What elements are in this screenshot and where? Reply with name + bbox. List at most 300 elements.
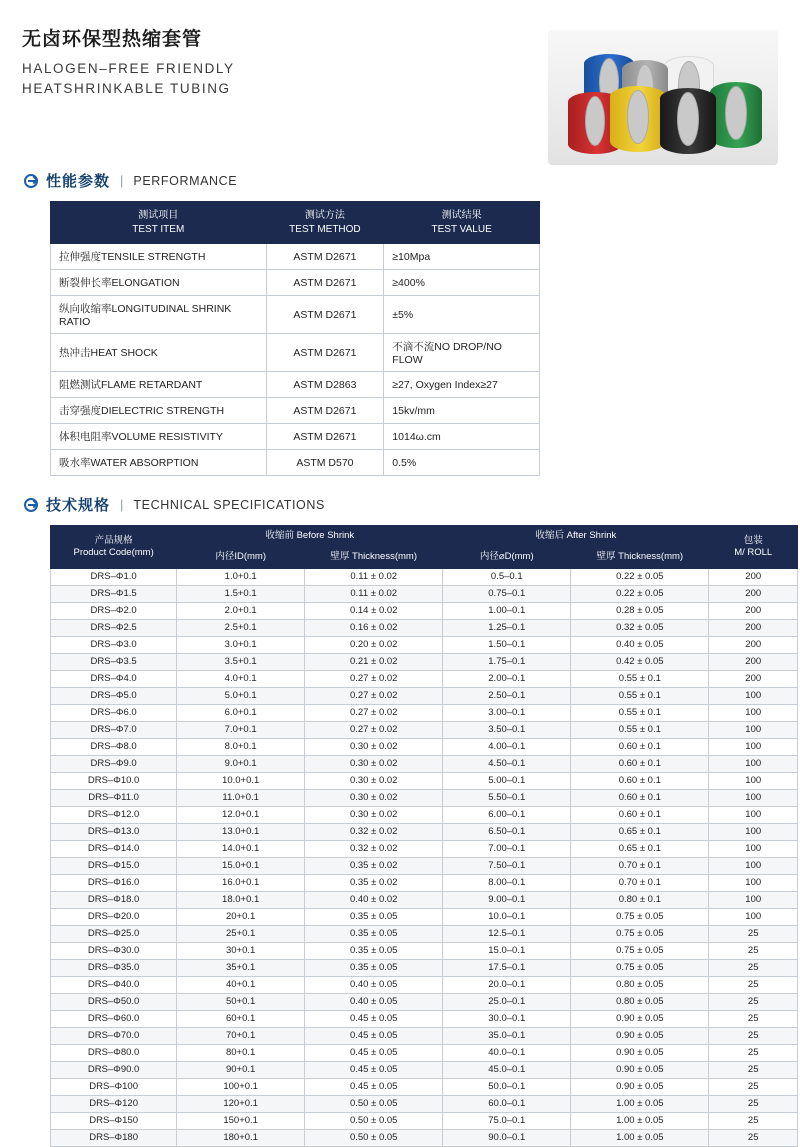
spec-after-id: 1.25–0.1 (443, 619, 571, 636)
spec-code: DRS–Φ6.0 (51, 704, 177, 721)
spec-before-thickness: 0.32 ± 0.02 (305, 840, 443, 857)
spec-before-id: 50+0.1 (177, 993, 305, 1010)
spec-before-id: 3.0+0.1 (177, 636, 305, 653)
spec-before-thickness: 0.11 ± 0.02 (305, 585, 443, 602)
spec-before-thickness: 0.35 ± 0.02 (305, 874, 443, 891)
spec-packing: 100 (709, 857, 798, 874)
performance-table-body (51, 244, 540, 476)
spec-before-thickness: 0.27 ± 0.02 (305, 721, 443, 738)
spec-before-id: 2.0+0.1 (177, 602, 305, 619)
table-row (51, 244, 540, 270)
spec-packing: 25 (709, 1078, 798, 1095)
spec-after-thickness: 0.60 ± 0.1 (571, 772, 709, 789)
spec-packing: 100 (709, 704, 798, 721)
spec-before-thickness: 0.50 ± 0.05 (305, 1129, 443, 1146)
spec-after-id: 1.75–0.1 (443, 653, 571, 670)
performance-table (50, 201, 540, 476)
section-header-specifications (24, 494, 778, 515)
perf-item: 断裂伸长率ELONGATION (51, 270, 267, 296)
perf-method: ASTM D2671 (266, 334, 384, 372)
spec-after-thickness: 0.75 ± 0.05 (571, 925, 709, 942)
arrow-circle-icon (24, 498, 38, 512)
perf-value: ≥400% (384, 270, 540, 296)
spec-after-id: 75.0–0.1 (443, 1112, 571, 1129)
perf-value: 1014ω.cm (384, 424, 540, 450)
spec-code: DRS–Φ40.0 (51, 976, 177, 993)
spec-after-thickness: 0.60 ± 0.1 (571, 789, 709, 806)
table-row (51, 840, 798, 857)
spec-packing: 100 (709, 738, 798, 755)
spec-code: DRS–Φ10.0 (51, 772, 177, 789)
spec-before-id: 16.0+0.1 (177, 874, 305, 891)
section-header-performance (24, 170, 778, 191)
spec-packing: 25 (709, 1027, 798, 1044)
spec-packing: 25 (709, 925, 798, 942)
spec-after-thickness: 1.00 ± 0.05 (571, 1095, 709, 1112)
spec-packing: 100 (709, 908, 798, 925)
table-row (51, 585, 798, 602)
spec-col-before-thickness: 壁厚 Thickness(mm) (305, 547, 443, 568)
table-row (51, 270, 540, 296)
table-row (51, 1078, 798, 1095)
perf-col-method (266, 202, 384, 244)
spec-after-id: 2.00–0.1 (443, 670, 571, 687)
spec-col-packing-cn: 包装 (743, 534, 763, 546)
spec-before-id: 9.0+0.1 (177, 755, 305, 772)
spec-before-id: 4.0+0.1 (177, 670, 305, 687)
spec-after-id: 5.00–0.1 (443, 772, 571, 789)
table-row (51, 942, 798, 959)
perf-method: ASTM D2671 (266, 270, 384, 296)
spec-packing: 200 (709, 653, 798, 670)
perf-col-value-cn: 测试结果 (441, 210, 482, 221)
spec-before-id: 11.0+0.1 (177, 789, 305, 806)
spec-after-id: 45.0–0.1 (443, 1061, 571, 1078)
spec-code: DRS–Φ14.0 (51, 840, 177, 857)
table-row (51, 993, 798, 1010)
spec-code: DRS–Φ2.5 (51, 619, 177, 636)
spec-after-thickness: 0.55 ± 0.1 (571, 704, 709, 721)
table-row (51, 857, 798, 874)
spec-code: DRS–Φ2.0 (51, 602, 177, 619)
spec-after-thickness: 0.42 ± 0.05 (571, 653, 709, 670)
spec-before-id: 14.0+0.1 (177, 840, 305, 857)
spec-after-id: 7.50–0.1 (443, 857, 571, 874)
spec-packing: 200 (709, 670, 798, 687)
spec-packing: 100 (709, 755, 798, 772)
spec-after-thickness: 0.65 ± 0.1 (571, 823, 709, 840)
spec-after-id: 35.0–0.1 (443, 1027, 571, 1044)
spec-packing: 200 (709, 568, 798, 585)
table-row (51, 398, 540, 424)
spec-after-thickness: 0.80 ± 0.05 (571, 976, 709, 993)
perf-method: ASTM D2671 (266, 244, 384, 270)
perf-item: 拉伸强度TENSILE STRENGTH (51, 244, 267, 270)
specifications-table-body (51, 568, 798, 1146)
spec-code: DRS–Φ5.0 (51, 687, 177, 704)
spec-before-id: 30+0.1 (177, 942, 305, 959)
spec-packing: 25 (709, 959, 798, 976)
spec-before-thickness: 0.30 ± 0.02 (305, 789, 443, 806)
spec-before-id: 5.0+0.1 (177, 687, 305, 704)
spec-before-id: 120+0.1 (177, 1095, 305, 1112)
section-divider: | (120, 173, 124, 188)
spec-code: DRS–Φ11.0 (51, 789, 177, 806)
spec-after-id: 12.5–0.1 (443, 925, 571, 942)
spec-code: DRS–Φ35.0 (51, 959, 177, 976)
spec-code: DRS–Φ70.0 (51, 1027, 177, 1044)
spec-packing: 100 (709, 840, 798, 857)
spec-before-thickness: 0.14 ± 0.02 (305, 602, 443, 619)
spec-after-thickness: 0.90 ± 0.05 (571, 1078, 709, 1095)
spec-before-thickness: 0.21 ± 0.02 (305, 653, 443, 670)
spec-packing: 200 (709, 585, 798, 602)
spec-before-thickness: 0.40 ± 0.05 (305, 993, 443, 1010)
spec-col-packing-en: M/ ROLL (734, 546, 773, 558)
spec-after-id: 0.5–0.1 (443, 568, 571, 585)
spec-after-thickness: 0.22 ± 0.05 (571, 568, 709, 585)
spec-before-thickness: 0.11 ± 0.02 (305, 568, 443, 585)
perf-col-value (384, 202, 540, 244)
spec-packing: 200 (709, 636, 798, 653)
perf-method: ASTM D2863 (266, 372, 384, 398)
spec-before-thickness: 0.45 ± 0.05 (305, 1010, 443, 1027)
spec-before-thickness: 0.30 ± 0.02 (305, 806, 443, 823)
spec-packing: 100 (709, 721, 798, 738)
spec-before-thickness: 0.40 ± 0.05 (305, 976, 443, 993)
spec-before-thickness: 0.20 ± 0.02 (305, 636, 443, 653)
table-row (51, 704, 798, 721)
spec-before-id: 90+0.1 (177, 1061, 305, 1078)
spec-after-thickness: 0.60 ± 0.1 (571, 755, 709, 772)
spec-before-id: 180+0.1 (177, 1129, 305, 1146)
table-row (51, 653, 798, 670)
section-title-cn: 性能参数 (46, 173, 111, 190)
perf-col-method-en: TEST METHOD (289, 223, 361, 235)
spec-after-thickness: 0.80 ± 0.05 (571, 993, 709, 1010)
spec-before-id: 25+0.1 (177, 925, 305, 942)
spec-after-id: 4.00–0.1 (443, 738, 571, 755)
table-row (51, 959, 798, 976)
spec-before-id: 70+0.1 (177, 1027, 305, 1044)
spec-after-thickness: 0.65 ± 0.1 (571, 840, 709, 857)
table-row (51, 372, 540, 398)
perf-method: ASTM D2671 (266, 398, 384, 424)
spec-after-id: 4.50–0.1 (443, 755, 571, 772)
section-title-cn: 技术规格 (46, 497, 111, 514)
spec-before-thickness: 0.35 ± 0.05 (305, 959, 443, 976)
spec-before-thickness: 0.35 ± 0.05 (305, 925, 443, 942)
spec-packing: 100 (709, 806, 798, 823)
section-divider: | (120, 497, 124, 512)
page-subtitle-line1: HALOGEN–FREE FRIENDLY (22, 61, 235, 76)
spec-col-after-id: 内径⌀D(mm) (443, 547, 571, 568)
spec-group-after-shrink: 收缩后 After Shrink (443, 526, 709, 547)
spec-after-id: 0.75–0.1 (443, 585, 571, 602)
spec-after-thickness: 0.90 ± 0.05 (571, 1061, 709, 1078)
spec-after-thickness: 0.80 ± 0.1 (571, 891, 709, 908)
perf-col-value-en: TEST VALUE (431, 223, 492, 235)
spec-packing: 100 (709, 891, 798, 908)
spec-after-thickness: 0.22 ± 0.05 (571, 585, 709, 602)
spec-after-id: 9.00–0.1 (443, 891, 571, 908)
product-photo (548, 30, 778, 165)
spec-after-id: 50.0–0.1 (443, 1078, 571, 1095)
spec-after-id: 90.0–0.1 (443, 1129, 571, 1146)
spec-code: DRS–Φ180 (51, 1129, 177, 1146)
spec-code: DRS–Φ120 (51, 1095, 177, 1112)
table-row (51, 1129, 798, 1146)
table-row (51, 738, 798, 755)
spec-packing: 25 (709, 1112, 798, 1129)
spec-before-thickness: 0.50 ± 0.05 (305, 1112, 443, 1129)
spec-packing: 200 (709, 602, 798, 619)
spec-packing: 25 (709, 1010, 798, 1027)
perf-value: ±5% (384, 296, 540, 334)
spec-before-thickness: 0.35 ± 0.02 (305, 857, 443, 874)
table-row (51, 670, 798, 687)
table-row (51, 823, 798, 840)
spec-after-id: 7.00–0.1 (443, 840, 571, 857)
spec-after-id: 1.00–0.1 (443, 602, 571, 619)
spec-code: DRS–Φ12.0 (51, 806, 177, 823)
table-row (51, 450, 540, 476)
roll-core (677, 92, 699, 146)
spec-code: DRS–Φ80.0 (51, 1044, 177, 1061)
table-row (51, 568, 798, 585)
spec-before-thickness: 0.30 ± 0.02 (305, 738, 443, 755)
table-row (51, 891, 798, 908)
spec-before-id: 1.5+0.1 (177, 585, 305, 602)
perf-item: 阻燃测试FLAME RETARDANT (51, 372, 267, 398)
table-row (51, 636, 798, 653)
spec-after-id: 25.0–0.1 (443, 993, 571, 1010)
arrow-circle-icon (24, 174, 38, 188)
spec-before-thickness: 0.45 ± 0.05 (305, 1044, 443, 1061)
spec-after-id: 20.0–0.1 (443, 976, 571, 993)
spec-before-id: 2.5+0.1 (177, 619, 305, 636)
spec-after-id: 15.0–0.1 (443, 942, 571, 959)
table-row (51, 424, 540, 450)
page-subtitle-line2: HEATSHRINKABLE TUBING (22, 80, 231, 96)
spec-after-thickness: 0.40 ± 0.05 (571, 636, 709, 653)
spec-before-thickness: 0.30 ± 0.02 (305, 755, 443, 772)
perf-item: 热冲击HEAT SHOCK (51, 334, 267, 372)
spec-before-id: 100+0.1 (177, 1078, 305, 1095)
table-row (51, 806, 798, 823)
spec-before-thickness: 0.45 ± 0.05 (305, 1078, 443, 1095)
spec-before-id: 10.0+0.1 (177, 772, 305, 789)
spec-packing: 100 (709, 823, 798, 840)
spec-after-id: 6.50–0.1 (443, 823, 571, 840)
page-header (22, 24, 778, 152)
spec-before-thickness: 0.27 ± 0.02 (305, 687, 443, 704)
perf-item: 击穿强度DIELECTRIC STRENGTH (51, 398, 267, 424)
spec-before-thickness: 0.50 ± 0.05 (305, 1095, 443, 1112)
roll-black (660, 88, 716, 154)
table-row (51, 908, 798, 925)
perf-value: 15kv/mm (384, 398, 540, 424)
spec-before-thickness: 0.45 ± 0.05 (305, 1061, 443, 1078)
spec-packing: 25 (709, 1095, 798, 1112)
spec-packing: 100 (709, 789, 798, 806)
spec-packing: 200 (709, 619, 798, 636)
spec-code: DRS–Φ15.0 (51, 857, 177, 874)
spec-before-id: 60+0.1 (177, 1010, 305, 1027)
spec-before-thickness: 0.40 ± 0.02 (305, 891, 443, 908)
perf-col-item-cn: 测试项目 (138, 210, 179, 221)
spec-packing: 25 (709, 976, 798, 993)
spec-code: DRS–Φ100 (51, 1078, 177, 1095)
spec-before-thickness: 0.32 ± 0.02 (305, 823, 443, 840)
perf-method: ASTM D570 (266, 450, 384, 476)
spec-after-thickness: 0.90 ± 0.05 (571, 1044, 709, 1061)
spec-before-id: 40+0.1 (177, 976, 305, 993)
spec-code: DRS–Φ60.0 (51, 1010, 177, 1027)
table-row (51, 334, 540, 372)
spec-packing: 25 (709, 1044, 798, 1061)
perf-method: ASTM D2671 (266, 424, 384, 450)
spec-col-code-en: Product Code(mm) (73, 546, 154, 558)
spec-code: DRS–Φ18.0 (51, 891, 177, 908)
spec-code: DRS–Φ4.0 (51, 670, 177, 687)
spec-code: DRS–Φ9.0 (51, 755, 177, 772)
table-row (51, 602, 798, 619)
spec-col-code-cn: 产品规格 (94, 534, 133, 546)
spec-before-id: 7.0+0.1 (177, 721, 305, 738)
spec-after-thickness: 0.75 ± 0.05 (571, 959, 709, 976)
spec-before-thickness: 0.16 ± 0.02 (305, 619, 443, 636)
spec-packing: 25 (709, 942, 798, 959)
spec-after-thickness: 0.75 ± 0.05 (571, 908, 709, 925)
spec-after-id: 5.50–0.1 (443, 789, 571, 806)
table-row (51, 772, 798, 789)
spec-before-thickness: 0.35 ± 0.05 (305, 908, 443, 925)
spec-code: DRS–Φ3.0 (51, 636, 177, 653)
spec-packing: 25 (709, 1061, 798, 1078)
spec-code: DRS–Φ1.0 (51, 568, 177, 585)
table-row (51, 1044, 798, 1061)
spec-before-id: 15.0+0.1 (177, 857, 305, 874)
spec-before-id: 150+0.1 (177, 1112, 305, 1129)
spec-after-thickness: 0.90 ± 0.05 (571, 1010, 709, 1027)
perf-item: 吸水率WATER ABSORPTION (51, 450, 267, 476)
spec-after-id: 10.0–0.1 (443, 908, 571, 925)
spec-before-id: 20+0.1 (177, 908, 305, 925)
table-row (51, 687, 798, 704)
specifications-table (50, 525, 798, 1147)
roll-core (627, 90, 649, 144)
spec-before-id: 8.0+0.1 (177, 738, 305, 755)
spec-before-thickness: 0.30 ± 0.02 (305, 772, 443, 789)
table-row (51, 925, 798, 942)
spec-after-thickness: 0.60 ± 0.1 (571, 738, 709, 755)
perf-col-item (51, 202, 267, 244)
spec-packing: 100 (709, 687, 798, 704)
table-row (51, 1061, 798, 1078)
spec-packing: 25 (709, 1129, 798, 1146)
spec-code: DRS–Φ150 (51, 1112, 177, 1129)
table-header-row (51, 202, 540, 244)
spec-after-id: 1.50–0.1 (443, 636, 571, 653)
spec-after-id: 17.5–0.1 (443, 959, 571, 976)
spec-after-id: 3.00–0.1 (443, 704, 571, 721)
perf-value: 不滴不流NO DROP/NO FLOW (384, 334, 540, 372)
spec-before-id: 13.0+0.1 (177, 823, 305, 840)
spec-before-id: 1.0+0.1 (177, 568, 305, 585)
spec-after-thickness: 0.32 ± 0.05 (571, 619, 709, 636)
spec-before-id: 3.5+0.1 (177, 653, 305, 670)
spec-before-thickness: 0.45 ± 0.05 (305, 1027, 443, 1044)
spec-after-id: 30.0–0.1 (443, 1010, 571, 1027)
spec-before-thickness: 0.27 ± 0.02 (305, 704, 443, 721)
spec-code: DRS–Φ1.5 (51, 585, 177, 602)
table-row (51, 1095, 798, 1112)
spec-after-thickness: 1.00 ± 0.05 (571, 1129, 709, 1146)
roll-yellow (610, 86, 666, 152)
spec-before-id: 80+0.1 (177, 1044, 305, 1061)
table-row (51, 296, 540, 334)
spec-code: DRS–Φ8.0 (51, 738, 177, 755)
spec-col-code (51, 526, 177, 569)
spec-code: DRS–Φ90.0 (51, 1061, 177, 1078)
spec-after-thickness: 0.75 ± 0.05 (571, 942, 709, 959)
table-header-row-group (51, 526, 798, 547)
spec-code: DRS–Φ7.0 (51, 721, 177, 738)
table-row (51, 1027, 798, 1044)
spec-before-thickness: 0.35 ± 0.05 (305, 942, 443, 959)
spec-after-id: 3.50–0.1 (443, 721, 571, 738)
perf-value: ≥10Mpa (384, 244, 540, 270)
spec-group-before-shrink: 收缩前 Before Shrink (177, 526, 443, 547)
spec-code: DRS–Φ16.0 (51, 874, 177, 891)
spec-code: DRS–Φ13.0 (51, 823, 177, 840)
perf-item: 纵向收缩率LONGITUDINAL SHRINK RATIO (51, 296, 267, 334)
spec-code: DRS–Φ30.0 (51, 942, 177, 959)
spec-code: DRS–Φ3.5 (51, 653, 177, 670)
spec-packing: 100 (709, 772, 798, 789)
roll-core (585, 96, 605, 146)
spec-code: DRS–Φ50.0 (51, 993, 177, 1010)
table-row (51, 976, 798, 993)
spec-code: DRS–Φ20.0 (51, 908, 177, 925)
roll-core (725, 86, 747, 140)
section-title-en: TECHNICAL SPECIFICATIONS (133, 497, 325, 512)
spec-col-before-id: 内径ID(mm) (177, 547, 305, 568)
table-row (51, 755, 798, 772)
spec-before-id: 6.0+0.1 (177, 704, 305, 721)
spec-after-id: 60.0–0.1 (443, 1095, 571, 1112)
spec-col-after-thickness: 壁厚 Thickness(mm) (571, 547, 709, 568)
spec-after-thickness: 0.70 ± 0.1 (571, 874, 709, 891)
table-row (51, 721, 798, 738)
spec-packing: 25 (709, 993, 798, 1010)
spec-before-id: 12.0+0.1 (177, 806, 305, 823)
spec-after-thickness: 0.90 ± 0.05 (571, 1027, 709, 1044)
spec-after-thickness: 0.70 ± 0.1 (571, 857, 709, 874)
section-title-en: PERFORMANCE (133, 173, 238, 188)
spec-packing: 100 (709, 874, 798, 891)
perf-col-item-en: TEST ITEM (132, 223, 185, 235)
spec-after-thickness: 1.00 ± 0.05 (571, 1112, 709, 1129)
table-row (51, 789, 798, 806)
table-row (51, 874, 798, 891)
spec-after-thickness: 0.60 ± 0.1 (571, 806, 709, 823)
spec-before-thickness: 0.27 ± 0.02 (305, 670, 443, 687)
spec-after-thickness: 0.55 ± 0.1 (571, 670, 709, 687)
perf-item: 体积电阻率VOLUME RESISTIVITY (51, 424, 267, 450)
spec-after-thickness: 0.55 ± 0.1 (571, 721, 709, 738)
